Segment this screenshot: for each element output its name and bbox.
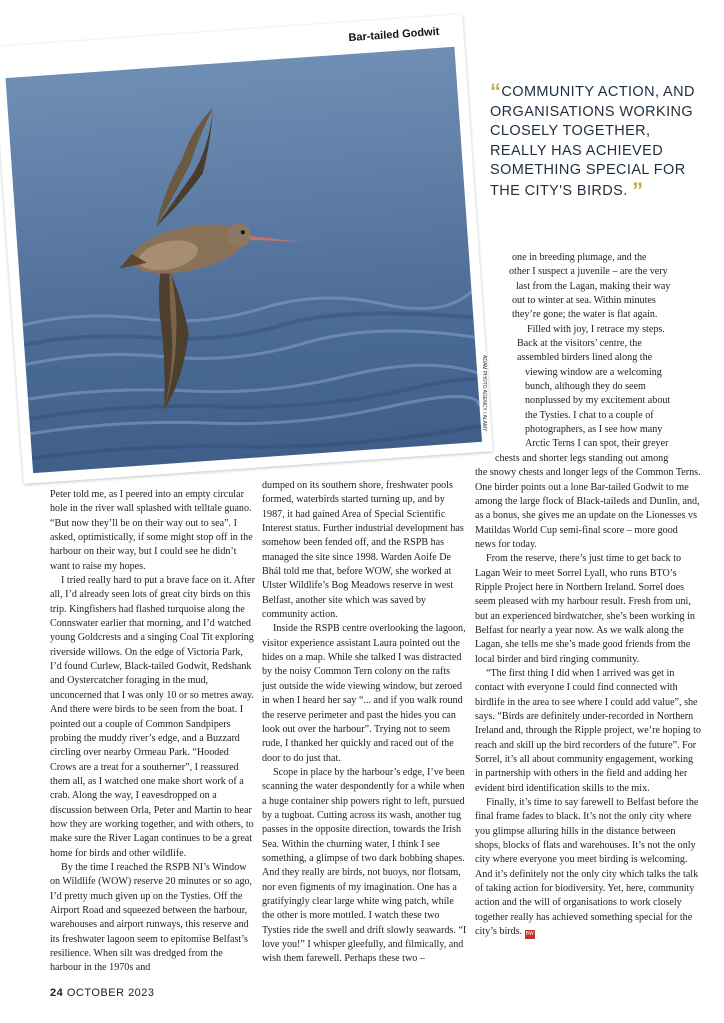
- page-footer: [50, 987, 155, 999]
- photo-caption: Bar-tailed Godwit: [348, 25, 440, 45]
- wrap-line: they’re gone; the water is flat again.: [512, 309, 658, 321]
- open-quote-icon: “: [490, 79, 502, 104]
- wrap-line: Filled with joy, I retrace my steps.: [527, 323, 665, 335]
- wrap-line: viewing window are a welcoming: [525, 366, 662, 378]
- paragraph-text: Finally, it’s time to say farewell to Belfast before the final frame fades to black. It’s not the only city where you glimpse alluring hills in the distance between shops, blocks of flats and warehouses. It’s not the only city where everyone you meet birding is welcoming. And it’s definitely not the only city which talks the talk of taking action for biodiversity. Yet, here, community action and the will of organisations to work closely together really has achieved something special for the city’s birds.: [475, 797, 699, 938]
- wrap-line: one in breeding plumage, and the: [512, 252, 647, 263]
- wrap-line: Arctic Terns I can spot, their greyer: [525, 438, 669, 450]
- wrap-line: bunch, although they do seem: [525, 381, 646, 393]
- end-mark-icon: BW: [525, 931, 534, 938]
- page-number: 24: [50, 987, 64, 999]
- wrap-line: last from the Lagan, making their way: [516, 280, 671, 292]
- paragraph: the snowy chests and longer legs of the Common Terns. One birder points out a lone Bar-tailed Godwit to me among the large flock of Black-taileds and Dunlin, and, as a bonus, she gives me an update on the Lionesses vs Matildas World Cup semi-final score – more good news for today.: [475, 467, 701, 550]
- final-paragraph: [475, 796, 701, 939]
- paragraph: I tried really hard to put a brave face on it. After all, I’d already seen lots of great city birds on this trip. Kingfishers had flashed turquoise along the Connswater earlier that morning, and I’d watched young Goldcrests and a singing Coal Tit exploring riverside willows. On the edge of Victoria Park, I’d found Curlew, Black-tailed Godwit, Redshank and Oystercatcher foraging in the mud, unconcerned that I was only 10 or so metres away. And there were birds to be seen from the boat. I pointed out a couple of Common Sandpipers probing the muddy river’s edge, and a Buzzard circling over nearby Ormeau Park. “Hooded Crows are a treat for a southerner”, I reassured them all, as I watched one make short work of a crab. Along the way, I eavesdropped on a discussion between Orla, Peter and Martin to hear how they are working together, and with others, to make sure the River Lagan continues to be a great home for birds and other wildlife.: [50, 575, 255, 859]
- paragraph: Inside the RSPB centre overlooking the lagoon, visitor experience assistant Laura pointed out the hides on a map. While she talked I was distracted by the noisy Common Tern colony on the rafts just outside the wide viewing window, but zeroed in when I heard her say “... and if you walk round the reserve perimeter and past the hides you can look out over the harbour”. Trying not to seem rude, I thanked her quickly and raced out of the door to do just that.: [262, 623, 466, 764]
- wrap-line: out to winter at sea. Within minutes: [512, 295, 656, 307]
- pull-quote: [490, 79, 700, 203]
- wrap-line: photographers, as I see how many: [525, 424, 663, 436]
- wrap-line: other I suspect a juvenile – are the very: [509, 266, 668, 278]
- wrap-line: nonplussed by my excitement about: [525, 395, 671, 407]
- wrap-line: assembled birders lined along the: [517, 352, 653, 364]
- wrap-line: chests and shorter legs standing out among: [495, 452, 669, 464]
- article-column-1: [50, 488, 255, 976]
- article-column-3: [475, 251, 701, 940]
- paragraph: dumped on its southern shore, freshwater pools formed, waterbirds started turning up, and by 1987, it had gained Area of Special Scientific Interest status. Further industrial development has somehow been fended off, and the RSPB has managed the site since 1998. Warden Aoife De Bhál told me that, before WOW, she worked at Ulster Wildlife’s Bog Meadows reserve in west Belfast, another site which was saved by community action.: [262, 480, 464, 621]
- bird-photo: [6, 47, 483, 473]
- paragraph: Scope in place by the harbour’s edge, I’ve been scanning the water despondently for a while when a huge container ship powers right to left, pursued by a tugboat. Cutting across its wash, another tug passes in the opposite direction, towards the Irish Sea. Within the churning water, I think I see something, a glimpse of two dark bobbing shapes. And they really are birds, not buoys, nor flotsam, nor even figments of my imagination. One has a gratifyingly clear large white wing patch, while the other is more mottled. I watch these two Tysties ride the swell and drift slowly seawards. “I love you!” I whisper gleefully, and filmically, and wish them farewell. Perhaps these two –: [262, 766, 467, 965]
- wrap-line: Back at the visitors’ centre, the: [517, 338, 642, 350]
- paragraph: “The first thing I did when I arrived was get in contact with everyone I could find connected with birdlife in the area to see where I could add value”, she says. “Birds are definitely under-recorded in Northern Ireland and, through the Ripple project, we’re hoping to reach and skill up the bird recorders of the future”. For Sorrel, it’s all about community engagement, working in partnership with others in the field and adding her evident bird identification skills to the mix.: [475, 667, 701, 794]
- paragraph: Peter told me, as I peered into an empty circular hole in the river wall splashed with telltale guano. “But now they’ll be on their way out to sea”. I asked, optimistically, if some might stop off in the harbour on their way, but I could see he didn’t want to raise my hopes.: [50, 489, 253, 572]
- wrap-line: the Tysties. I chat to a couple of: [525, 409, 654, 421]
- close-quote-icon: ”: [632, 177, 644, 203]
- paragraph: By the time I reached the RSPB NI’s Window on Wildlife (WOW) reserve 20 minutes or so ago, I’d pretty much given up on the Tysties. Off the Airport Road and squeezed between the harbour, warehouses and airport runways, this reserve and its freshwater lagoon seem to epitomise Belfast’s resilience. When silt was dredged from the harbour in the 1970s and: [50, 861, 253, 974]
- godwit-illustration: [6, 47, 483, 473]
- paragraph: From the reserve, there’s just time to get back to Lagan Weir to meet Sorrel Lyall, who runs BTO’s Ripple Project here in Northern Ireland. Sorrel does seem pleased with my harbour result. Fresh from uni, but an experienced birdwatcher, she’s been working in Belfast for nearly a year now. As we walk along the Lagan, she tells me she’s made good friends from the local birder and bird ringing community.: [475, 553, 695, 665]
- photo-credit: ADAM PHOTO AGENCY / ALAMY: [481, 355, 487, 432]
- issue-date: OCTOBER 2023: [66, 987, 155, 999]
- photo-frame: [0, 14, 493, 484]
- article-column-2: [262, 479, 467, 967]
- pull-quote-text: COMMUNITY ACTION, AND ORGANISATIONS WORKING CLOSELY TOGETHER, REALLY HAS ACHIEVED SOMETHING SPECIAL FOR THE CITY'S BIRDS.: [490, 84, 695, 199]
